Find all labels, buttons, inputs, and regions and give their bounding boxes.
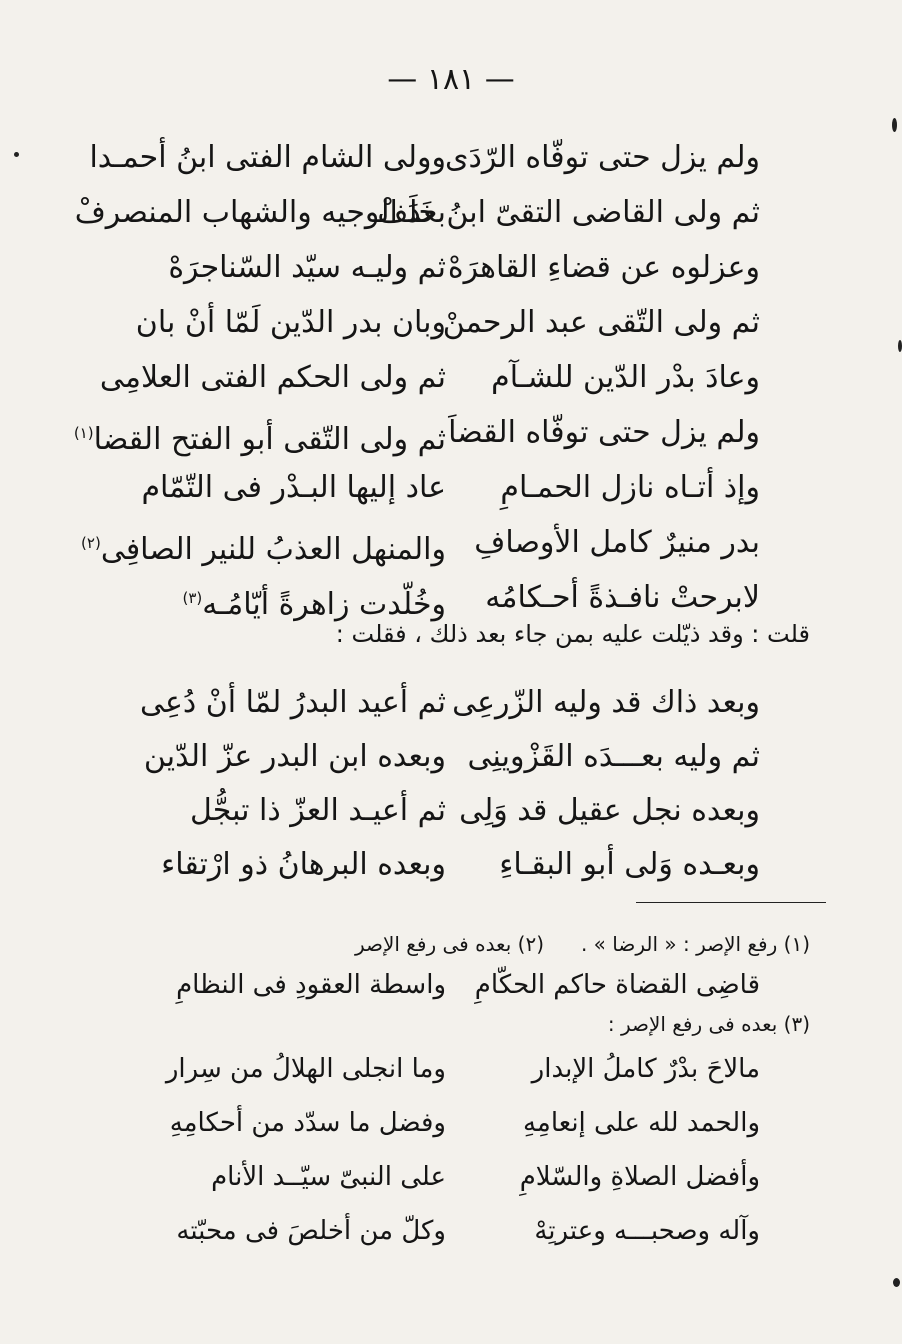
verse-row (0, 1150, 902, 1204)
hemistich-second: ثم ولى الحكم الفتى العلامِى (99, 360, 446, 395)
hemistich-first: وعادَ بدْر الدّين للشـآم (491, 360, 760, 395)
hemistich-second: وبعده ابن البدر عزّ الدّين (143, 739, 446, 774)
verse-row (0, 570, 902, 626)
hemistich-second: وبان بدر الدّين لَمّا أنْ بان (135, 305, 446, 340)
footnote-2-verse (0, 958, 902, 1012)
scan-speck (14, 152, 19, 157)
hemistich-first: ثم ولى القاضى التقىّ ابنُ خَلَفْ (377, 195, 760, 230)
hemistich-first: وبعده نجل عقيل قد وَلِى (459, 793, 760, 828)
verse-row (0, 1096, 902, 1150)
hemistich-second: واسطة العقودِ فى النظامِ (176, 970, 446, 1000)
hemistich-second (81, 515, 446, 578)
verse-row (0, 185, 902, 241)
hemistich-text: ثم ولى التّقى أبو الفتح القضا (93, 422, 446, 457)
scan-speck (898, 340, 902, 352)
hemistich-first: مالاحَ بدْرٌ كاملُ الإبدار (531, 1054, 760, 1084)
hemistich-second: وبعده البرهانُ ذو ارْتقاء (161, 847, 446, 882)
verse-row (0, 1204, 902, 1258)
hemistich-first: وإذ أتـاه نازل الحمـامِ (500, 470, 760, 505)
footnote-ref-3: (٣) (182, 589, 203, 607)
verse-row (0, 837, 902, 893)
hemistich-first: ولم يزل حتى توفّاه الرّدَى (445, 140, 760, 175)
hemistich-first: وعزلوه عن قضاءِ القاهرَهْ (447, 250, 760, 285)
footnote-1: (١) رفع الإصر : « الرضا » . (580, 932, 810, 956)
hemistich-first: ثم ولى التّقى عبد الرحمنْ (442, 305, 760, 340)
verse-row (0, 460, 902, 516)
hemistich-second: وكلّ من أخلصَ فى محبّته (176, 1216, 446, 1246)
hemistich-first: والحمد لله على إنعامِهِ (522, 1108, 760, 1138)
hemistich-second: بعدَ الوجيه والشهاب المنصرفْ (74, 195, 446, 230)
page-number: — ١٨١ — (387, 62, 515, 97)
verse-row (0, 729, 902, 785)
hemistich-second (73, 405, 446, 468)
hemistich-second: ثم أعيد البدرُ لمّا أنْ دُعِى (139, 685, 446, 720)
prose-line: قلت : وقد ذيّلت عليه بمن جاء بعد ذلك ، فقلت : (335, 620, 810, 648)
hemistich-second: ثم وليـه سيّد السّناجرَهْ (168, 250, 446, 285)
hemistich-second: عاد إليها البـدْر فى التّمّام (141, 470, 446, 505)
verse-row (0, 515, 902, 571)
verse-row (0, 675, 902, 731)
footnote-2: (٢) بعده فى رفع الإصر (354, 932, 544, 956)
scan-speck (892, 118, 897, 132)
verse-row (0, 240, 902, 296)
verse-row (0, 295, 902, 351)
footnote-3: (٣) بعده فى رفع الإصر : (607, 1012, 810, 1036)
hemistich-second: على النبىّ سيّــد الأنام (211, 1162, 446, 1192)
hemistich-first: قاضِى القضاة حاكم الحكّامِ (474, 970, 760, 1000)
verse-row (0, 405, 902, 461)
hemistich-first: بدر منيرٌ كامل الأوصافِ (474, 525, 760, 560)
hemistich-second: وفضل ما سدّد من أحكامِهِ (169, 1108, 446, 1138)
hemistich-first: ولم يزل حتى توفّاه القضاَ (448, 415, 760, 450)
verse-row (0, 350, 902, 406)
hemistich-first: وبعد ذاك قد وليه الزّرعِى (452, 685, 760, 720)
hemistich-second: وما انجلى الهلالُ من سِرار (165, 1054, 446, 1084)
hemistich-text: وخُلّدت زاهرةً أيّامُـه (202, 587, 446, 622)
verse-row (0, 130, 902, 186)
hemistich-text: والمنهل العذبُ للنير الصافِى (100, 532, 446, 567)
footnote-separator (636, 902, 826, 903)
hemistich-first: وأفضل الصلاةِ والسّلامِ (519, 1162, 760, 1192)
verse-row (0, 1042, 902, 1096)
verse-row (0, 783, 902, 839)
hemistich-first: وآله وصحبـــه وعترتِهْ (534, 1216, 760, 1246)
hemistich-second: ثم أعيـد العزّ ذا تبجُّل (190, 793, 446, 828)
footnote-ref-2: (٢) (81, 534, 101, 552)
scan-speck (893, 1278, 900, 1287)
footnote-ref-1: (١) (73, 424, 94, 442)
hemistich-first: وبعـده وَلى أبو البقـاءِ (499, 847, 760, 882)
hemistich-first: ثم وليه بعـــدَه القَزْوينِى (467, 739, 760, 774)
hemistich-second: وولى الشام الفتى ابنُ أحمـدا (89, 140, 446, 175)
hemistich-first: لابرحتْ نافـذةً أحـكامُه (485, 580, 760, 615)
